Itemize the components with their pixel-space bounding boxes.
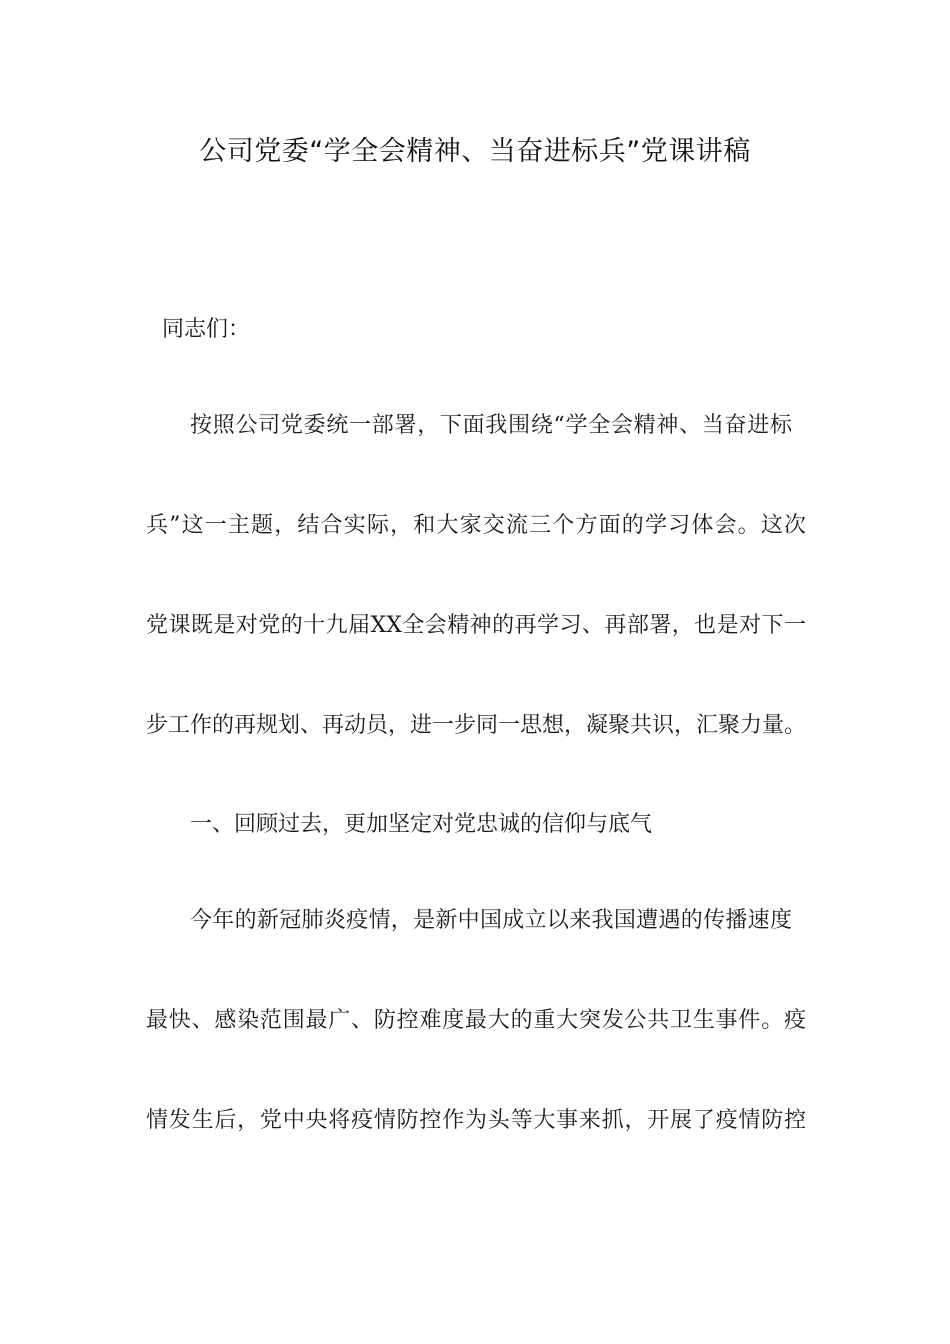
paragraph-line: 步工作的再规划、再动员，进一步同一思想，凝聚共识，汇聚力量。 [146, 713, 807, 738]
paragraph-line: 按照公司党委统一部署，下面我围绕“学全会精神、当奋进标 [190, 413, 792, 438]
greeting-line: 同志们： [162, 317, 251, 342]
paragraph-line: 情发生后，党中央将疫情防控作为头等大事来抓，开展了疫情防控 [146, 1108, 806, 1133]
paragraph-line: 最快、感染范围最广、防控难度最大的重大突发公共卫生事件。疫 [146, 1008, 806, 1033]
document-title: 公司党委“学全会精神、当奋进标兵”党课讲稿 [199, 136, 751, 167]
paragraph-line: 党课既是对党的十九届XX全会精神的再学习、再部署，也是对下一 [146, 613, 806, 638]
paragraph-line: 今年的新冠肺炎疫情，是新中国成立以来我国遭遇的传播速度 [190, 908, 792, 933]
section-heading: 一、回顾过去，更加坚定对党忠诚的信仰与底气 [190, 812, 653, 837]
paragraph-line: 兵”这一主题，结合实际，和大家交流三个方面的学习体会。这次 [146, 513, 806, 538]
